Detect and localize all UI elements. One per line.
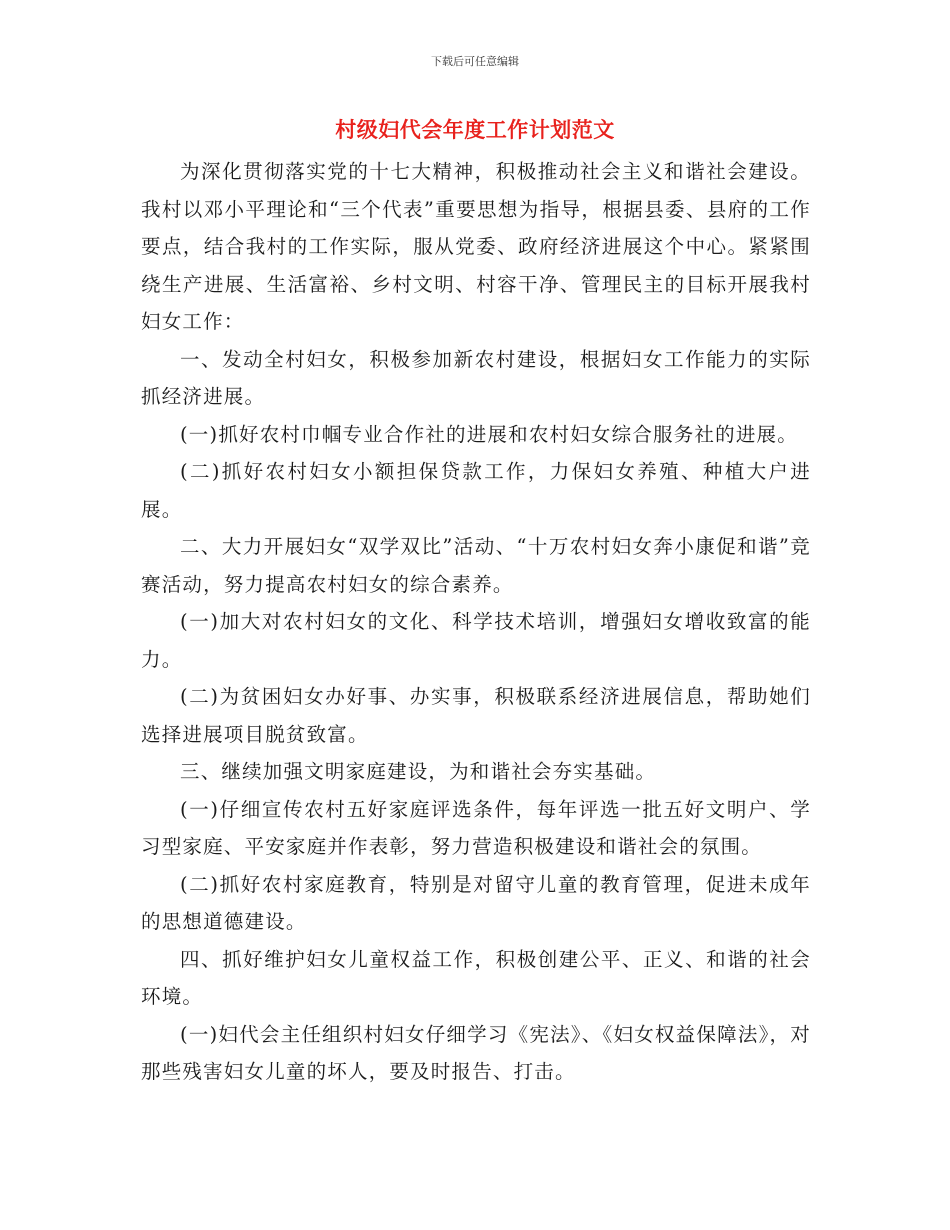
paragraph-item-1-1: (一)抓好农村巾帼专业合作社的进展和农村妇女综合服务社的进展。: [180, 422, 798, 446]
document-title: 村级妇代会年度工作计划范文: [335, 117, 615, 142]
paragraph-section-4: 四、抓好维护妇女儿童权益工作，积极创建公平、正义、和谐的社会环境。: [141, 947, 811, 1008]
paragraph-section-3: 三、继续加强文明家庭建设，为和谐社会夯实基础。: [180, 760, 657, 783]
paragraph-item-2-1: (一)加大对农村妇女的文化、科学技术培训，增强妇女增收致富的能力。: [141, 610, 811, 671]
paragraph-section-2: 二、大力开展妇女“双学双比”活动、“十万农村妇女奔小康促和谐”竞赛活动，努力提高农村妇女的综合素养。: [141, 535, 811, 596]
paragraph-section-1: 一、发动全村妇女，积极参加新农村建设，根据妇女工作能力的实际抓经济进展。: [141, 347, 811, 408]
document-body: [141, 153, 811, 1091]
header-note: 下载后可任意编辑: [431, 55, 519, 68]
paragraph-item-2-2: (二)为贫困妇女办好事、办实事，积极联系经济进展信息，帮助她们选择进展项目脱贫致富。: [141, 685, 811, 746]
paragraph-item-1-2: (二)抓好农村妇女小额担保贷款工作，力保妇女养殖、种植大户进展。: [141, 460, 811, 521]
paragraph-item-4-1: (一)妇代会主任组织村妇女仔细学习《宪法》、《妇女权益保障法》，对那些残害妇女儿童的坏人，要及时报告、打击。: [141, 1022, 811, 1083]
paragraph-item-3-1: (一)仔细宣传农村五好家庭评选条件，每年评选一批五好文明户、学习型家庭、平安家庭并作表彰，努力营造积极建设和谐社会的氛围。: [141, 797, 811, 858]
paragraph-intro: 为深化贯彻落实党的十七大精神，积极推动社会主义和谐社会建设。我村以邓小平理论和“三个代表”重要思想为指导，根据县委、县府的工作要点，结合我村的工作实际，服从党委、政府经济进展这个中心。紧紧围绕生产进展、生活富裕、乡村文明、村容干净、管理民主的目标开展我村妇女工作：: [141, 160, 811, 333]
paragraph-item-3-2: (二)抓好农村家庭教育，特别是对留守儿童的教育管理，促进未成年的思想道德建设。: [141, 872, 811, 933]
